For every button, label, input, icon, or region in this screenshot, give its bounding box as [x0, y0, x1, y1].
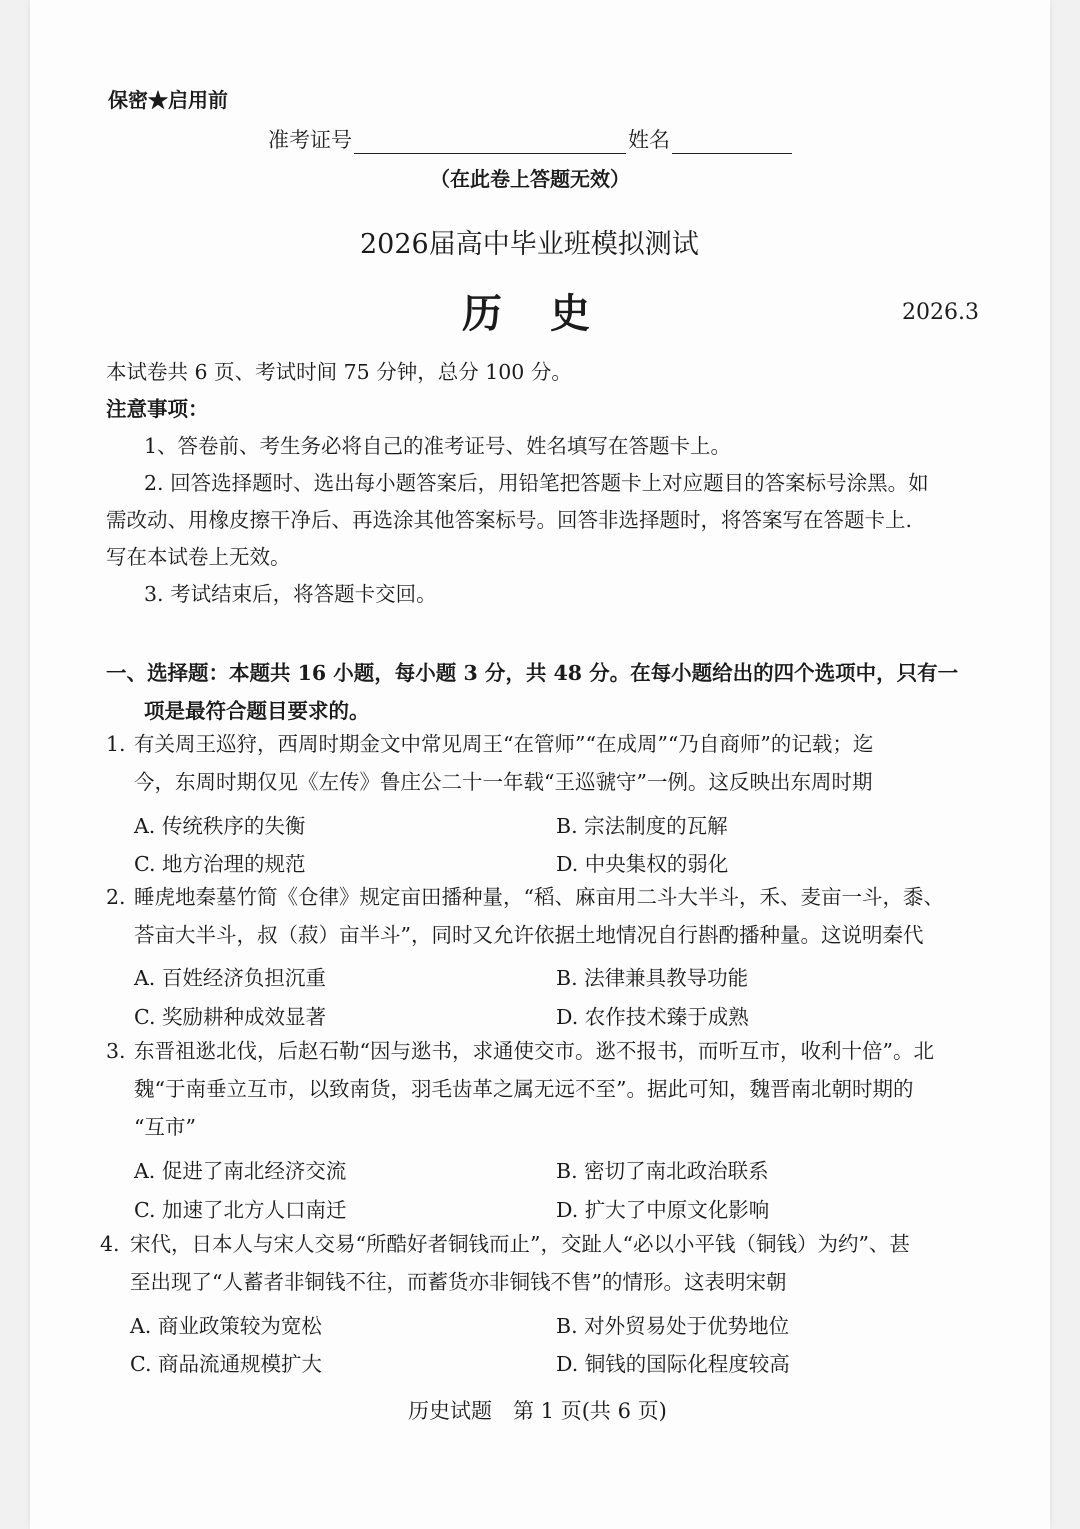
question-3-stem-cont: 魏“于南垂立互市，以致南货，羽毛齿革之属无远不至”。据此可知，魏晋南北朝时期的	[134, 1077, 914, 1101]
question-3-number: 3.	[106, 1039, 126, 1063]
question-2-option-b[interactable]: B. 法律兼具教导功能	[556, 966, 749, 990]
note-item-2-cont: 需改动、用橡皮擦干净后、再选涂其他答案标号。回答非选择题时，将答案写在答题卡上.	[106, 508, 913, 532]
confidential-label: 保密★启用前	[108, 88, 228, 112]
question-4-option-b[interactable]: B. 对外贸易处于优势地位	[556, 1314, 790, 1338]
question-2-option-c[interactable]: C. 奖励耕种成效显著	[134, 1005, 326, 1029]
invalid-notice: （在此卷上答题无效）	[430, 167, 630, 191]
admission-number-blank	[354, 131, 626, 154]
question-1-option-b[interactable]: B. 宗法制度的瓦解	[556, 814, 728, 838]
notes-heading: 注意事项：	[106, 397, 209, 421]
question-1-stem: 有关周王巡狩，西周时期金文中常见周王“在管师”“在成周”“乃自商师”的记载；迄	[134, 732, 874, 756]
question-2-number: 2.	[106, 885, 126, 909]
exam-date: 2026.3	[902, 300, 979, 325]
question-4-stem-cont: 至出现了“人蓄者非铜钱不往，而蓄货亦非铜钱不售”的情形。这表明宋朝	[130, 1270, 787, 1294]
question-4-option-d[interactable]: D. 铜钱的国际化程度较高	[556, 1352, 790, 1376]
admission-number-label: 准考证号	[268, 128, 352, 152]
question-2-stem: 睡虎地秦墓竹简《仓律》规定亩田播种量，“稻、麻亩用二斗大半斗，禾、麦亩一斗，黍、	[134, 885, 944, 909]
registration-row	[268, 124, 794, 154]
name-label: 姓名	[628, 128, 670, 152]
question-3-option-b[interactable]: B. 密切了南北政治联系	[556, 1159, 769, 1183]
question-4-option-a[interactable]: A. 商业政策较为宽松	[130, 1314, 322, 1338]
question-2-stem-cont: 荅亩大半斗，叔（菽）亩半斗”，同时又允许依据土地情况自行斟酌播种量。这说明秦代	[134, 923, 924, 947]
question-3-option-d[interactable]: D. 扩大了中原文化影响	[556, 1198, 770, 1222]
note-item-1: 1、答卷前、考生务必将自己的准考证号、姓名填写在答题卡上。	[144, 434, 732, 458]
question-3-stem-end: “互市”	[134, 1115, 196, 1139]
note-item-2: 2. 回答选择题时、选出每小题答案后，用铅笔把答题卡上对应题目的答案标号涂黑。如	[144, 471, 929, 495]
note-item-2-end: 写在本试卷上无效。	[106, 545, 291, 569]
question-4-number: 4.	[100, 1232, 120, 1256]
question-1-option-d[interactable]: D. 中央集权的弱化	[556, 852, 729, 876]
question-2-option-d[interactable]: D. 农作技术臻于成熟	[556, 1005, 749, 1029]
question-4-stem: 宋代，日本人与宋人交易“所酷好者铜钱而止”，交趾人“必以小平钱（铜钱）为约”、甚	[130, 1232, 910, 1256]
question-1-stem-cont: 今，东周时期仅见《左传》鲁庄公二十一年载“王巡虢守”一例。这反映出东周时期	[134, 770, 873, 794]
question-3-stem: 东晋祖逖北伐，后赵石勒“因与逖书，求通使交市。逖不报书，而听互市，收利十倍”。北	[134, 1039, 934, 1063]
section-heading: 一、选择题：本题共 16 小题，每小题 3 分，共 48 分。在每小题给出的四个选项中，只有一	[106, 661, 959, 685]
exam-title: 2026届高中毕业班模拟测试	[360, 229, 699, 260]
question-1-number: 1.	[106, 732, 126, 756]
name-blank	[672, 131, 792, 154]
page-footer: 历史试题 第 1 页(共 6 页)	[408, 1399, 667, 1423]
question-1-option-c[interactable]: C. 地方治理的规范	[134, 852, 306, 876]
question-3-option-a[interactable]: A. 促进了南北经济交流	[134, 1159, 347, 1183]
subject-title: 历史	[462, 290, 638, 337]
section-heading-cont: 项是最符合题目要求的。	[144, 699, 370, 723]
note-item-3: 3. 考试结束后，将答题卡交回。	[144, 582, 437, 606]
question-2-option-a[interactable]: A. 百姓经济负担沉重	[134, 966, 326, 990]
question-3-option-c[interactable]: C. 加速了北方人口南迁	[134, 1198, 347, 1222]
question-1-option-a[interactable]: A. 传统秩序的失衡	[134, 814, 306, 838]
question-4-option-c[interactable]: C. 商品流通规模扩大	[130, 1352, 322, 1376]
exam-page	[30, 0, 1050, 1529]
exam-intro: 本试卷共 6 页、考试时间 75 分钟，总分 100 分。	[106, 360, 572, 384]
